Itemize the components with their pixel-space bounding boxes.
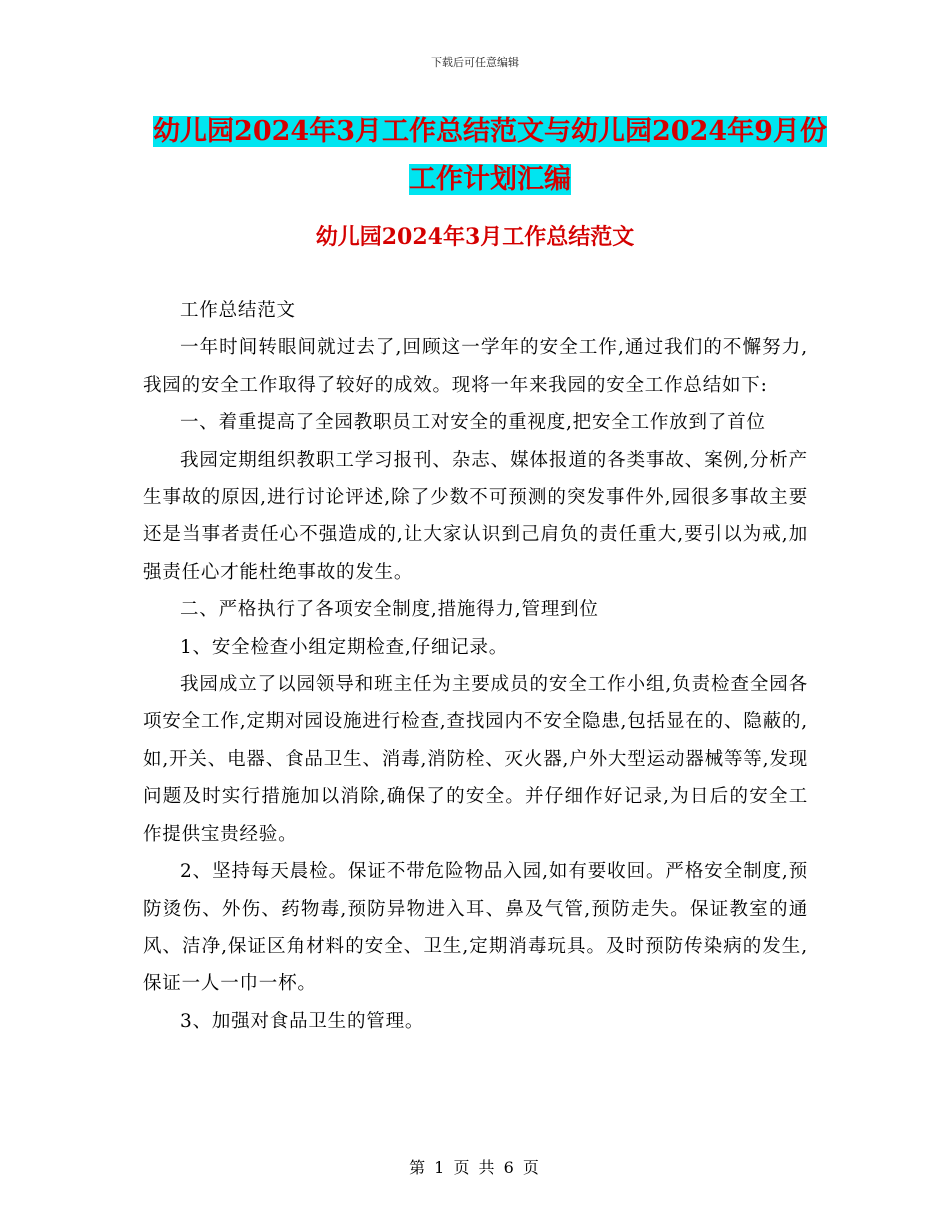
paragraph: 我园定期组织教职工学习报刊、杂志、媒体报道的各类事故、案例,分析产生事故的原因,进行讨论评述,除了少数不可预测的突发事件外,园很多事故主要还是当事者责任心不强造成的,让大家认识到己肩负的责任重大,要引以为戒,加强责任心才能杜绝事故的发生。	[143, 449, 808, 583]
section-title: 幼儿园2024年3月工作总结范文	[315, 224, 635, 250]
paragraph: 工作总结范文	[180, 300, 296, 321]
paragraph: 一、着重提高了全园教职员工对安全的重视度,把安全工作放到了首位	[180, 412, 766, 434]
paragraph: 1、安全检查小组定期检查,仔细记录。	[180, 636, 509, 658]
paragraph: 二、严格执行了各项安全制度,措施得力,管理到位	[180, 599, 599, 621]
paragraph: 一年时间转眼间就过去了,回顾这一学年的安全工作,通过我们的不懈努力,我园的安全工作取得了较好的成效。现将一年来我园的安全工作总结如下:	[143, 337, 808, 396]
paragraph: 2、坚持每天晨检。保证不带危险物品入园,如有要收回。严格安全制度,预防烫伤、外伤、药物毒,预防异物进入耳、鼻及气管,预防走失。保证教室的通风、洁净,保证区角材料的安全、卫生,定期消毒玩具。及时预防传染病的发生,保证一人一巾一杯。	[143, 861, 808, 995]
document-body	[143, 292, 808, 1040]
page-number: 第 1 页 共 6 页	[409, 1158, 541, 1177]
document-title	[140, 108, 840, 204]
paragraph: 我园成立了以园领导和班主任为主要成员的安全工作小组,负责检查全园各项安全工作,定期对园设施进行检查,查找园内不安全隐患,包括显在的、隐蔽的,如,开关、电器、食品卫生、消毒,消防栓、灭火器,户外大型运动器械等等,发现问题及时实行措施加以消除,确保了的安全。并仔细作好记录,为日后的安全工作提供宝贵经验。	[143, 674, 808, 845]
paragraph: 3、加强对食品卫生的管理。	[180, 1010, 425, 1032]
page-header-note: 下载后可任意编辑	[431, 56, 519, 69]
document-title-text: 幼儿园2024年3月工作总结范文与幼儿园2024年9月份工作计划汇编	[153, 116, 827, 195]
